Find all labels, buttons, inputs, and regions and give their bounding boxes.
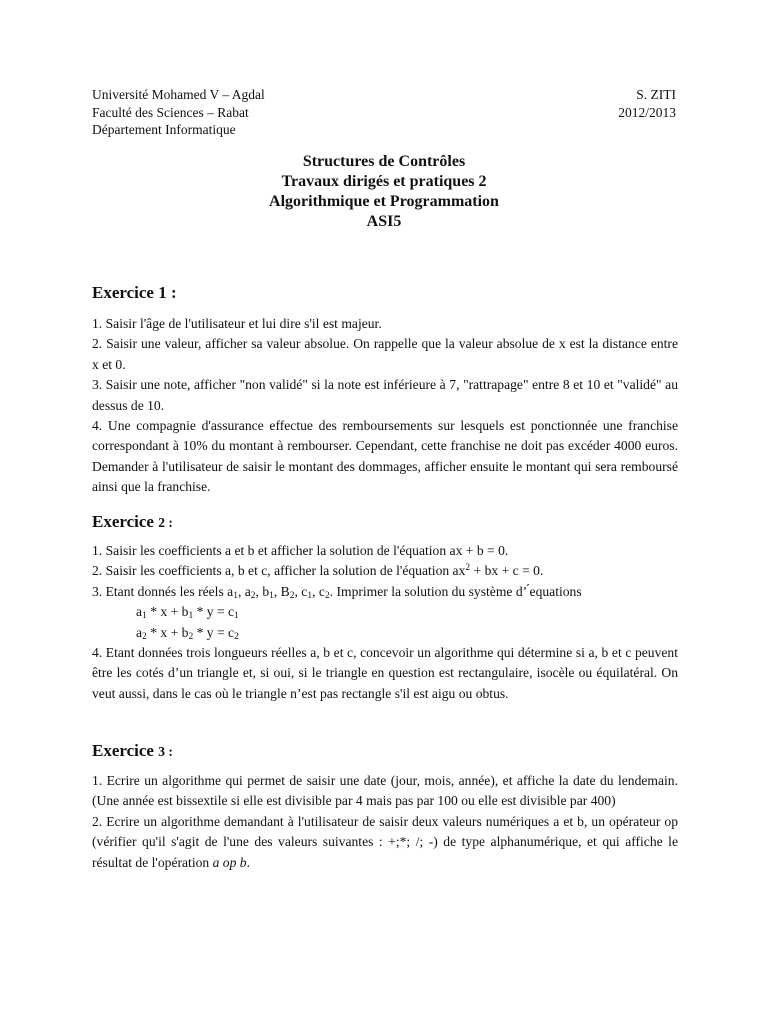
equation-1: $a_1 * x + b_1 * y = c_1$ — [136, 604, 239, 622]
exercise-1-item-2: 2. Saisir une valeur, afficher sa valeur absolue. On rappelle que la valeur absolue de x est la distance entre x et 0. — [92, 336, 678, 372]
author-name: S. ZITI — [636, 87, 676, 102]
exercise-2-heading-number: 2 : — [158, 515, 173, 530]
institution-block — [92, 86, 265, 139]
author-block — [618, 86, 676, 121]
title-line-3: Algorithmique et Programmation — [269, 193, 499, 210]
exercise-3-item-2: 2. Ecrire un algorithme demandant à l'utilisateur de saisir deux valeurs numériques a et b, un opérateur op (vérifier qu'il s'agit de l'une des valeurs suivantes : +;*; /; -) de type alphanumérique, et qui affiche le résultat de l'opération a op b. — [92, 813, 678, 870]
exercise-2-item-2: 2. Saisir les coefficients a, b et c, afficher la solution de l'équation $ax^2$ + bx + c = 0. — [92, 563, 544, 579]
university-name: Université Mohamed V – Agdal — [92, 87, 265, 102]
exercise-2-item-1: 1. Saisir les coefficients a et b et afficher la solution de l'équation ax + b = 0. — [92, 543, 509, 558]
exercise-2-body — [92, 541, 678, 704]
academic-year: 2012/2013 — [618, 104, 676, 120]
faculty-name: Faculté des Sciences – Rabat — [92, 104, 249, 120]
exercise-3-heading-word: Exercice — [92, 741, 159, 760]
exercise-1-item-3: 3. Saisir une note, afficher "non validé" si la note est inférieure à 7, "rattrapage" entre 8 et 10 et "validé" au dessus de 10. — [92, 377, 678, 413]
title-line-1: Structures de Contrôles — [302, 153, 466, 170]
exercise-2-item-4: 4. Etant données trois longueurs réelles a, b et c, concevoir un algorithme qui détermine si a, b et c peuvent être les cotés d’un triangle et, si oui, si le triangle en question est rectangulaire, isocèle ou équilatéral. On veut aussi, dans le cas où le triangle n’est pas rectangle s'il est aigu ou obtus. — [92, 645, 678, 701]
equation-2: $a_2 * x + b_2 * y = c_2$ — [136, 624, 239, 642]
document-header — [92, 86, 676, 139]
exercise-1-item-4: 4. Une compagnie d'assurance effectue des remboursements sur lesquels est ponctionnée une franchise correspondant à 10% du montant à rembourser. Cependant, cette franchise ne doit pas excéder 4000 euros. Demander à l'utilisateur de saisir le montant des dommages, afficher ensuite le montant qui sera remboursé ainsi que la franchise. — [92, 418, 678, 495]
exercise-1-item-1: 1. Saisir l'âge de l'utilisateur et lui dire s'il est majeur. — [92, 316, 382, 331]
department-name: Département Informatique — [92, 122, 236, 137]
exercise-2-item-3: 3. Etant donnés les réels $a_1$, $a_2$, $b_1$, $B_2$, $c_1$, $c_2$. Imprimer la solution du système d’ ́equations — [92, 583, 582, 601]
exercise-1-heading: Exercice 1 : — [92, 283, 177, 302]
document-title-block — [92, 152, 676, 232]
exercise-3-body — [92, 771, 678, 873]
exercise-2-heading — [92, 512, 173, 532]
exercise-1-body — [92, 314, 678, 498]
exercise-3-heading-number: 3 : — [158, 744, 173, 759]
exercise-3-heading — [92, 741, 173, 761]
exercise-3-item-1: 1. Ecrire un algorithme qui permet de saisir une date (jour, mois, année), et affiche la date du lendemain. (Une année est bissextile si elle est divisible par 4 mais pas par 100 ou elle est divisible par 400) — [92, 773, 678, 809]
title-line-4: ASI5 — [366, 213, 402, 230]
title-line-2: Travaux dirigés et pratiques 2 — [281, 173, 487, 190]
exercise-2-heading-word: Exercice — [92, 512, 159, 531]
